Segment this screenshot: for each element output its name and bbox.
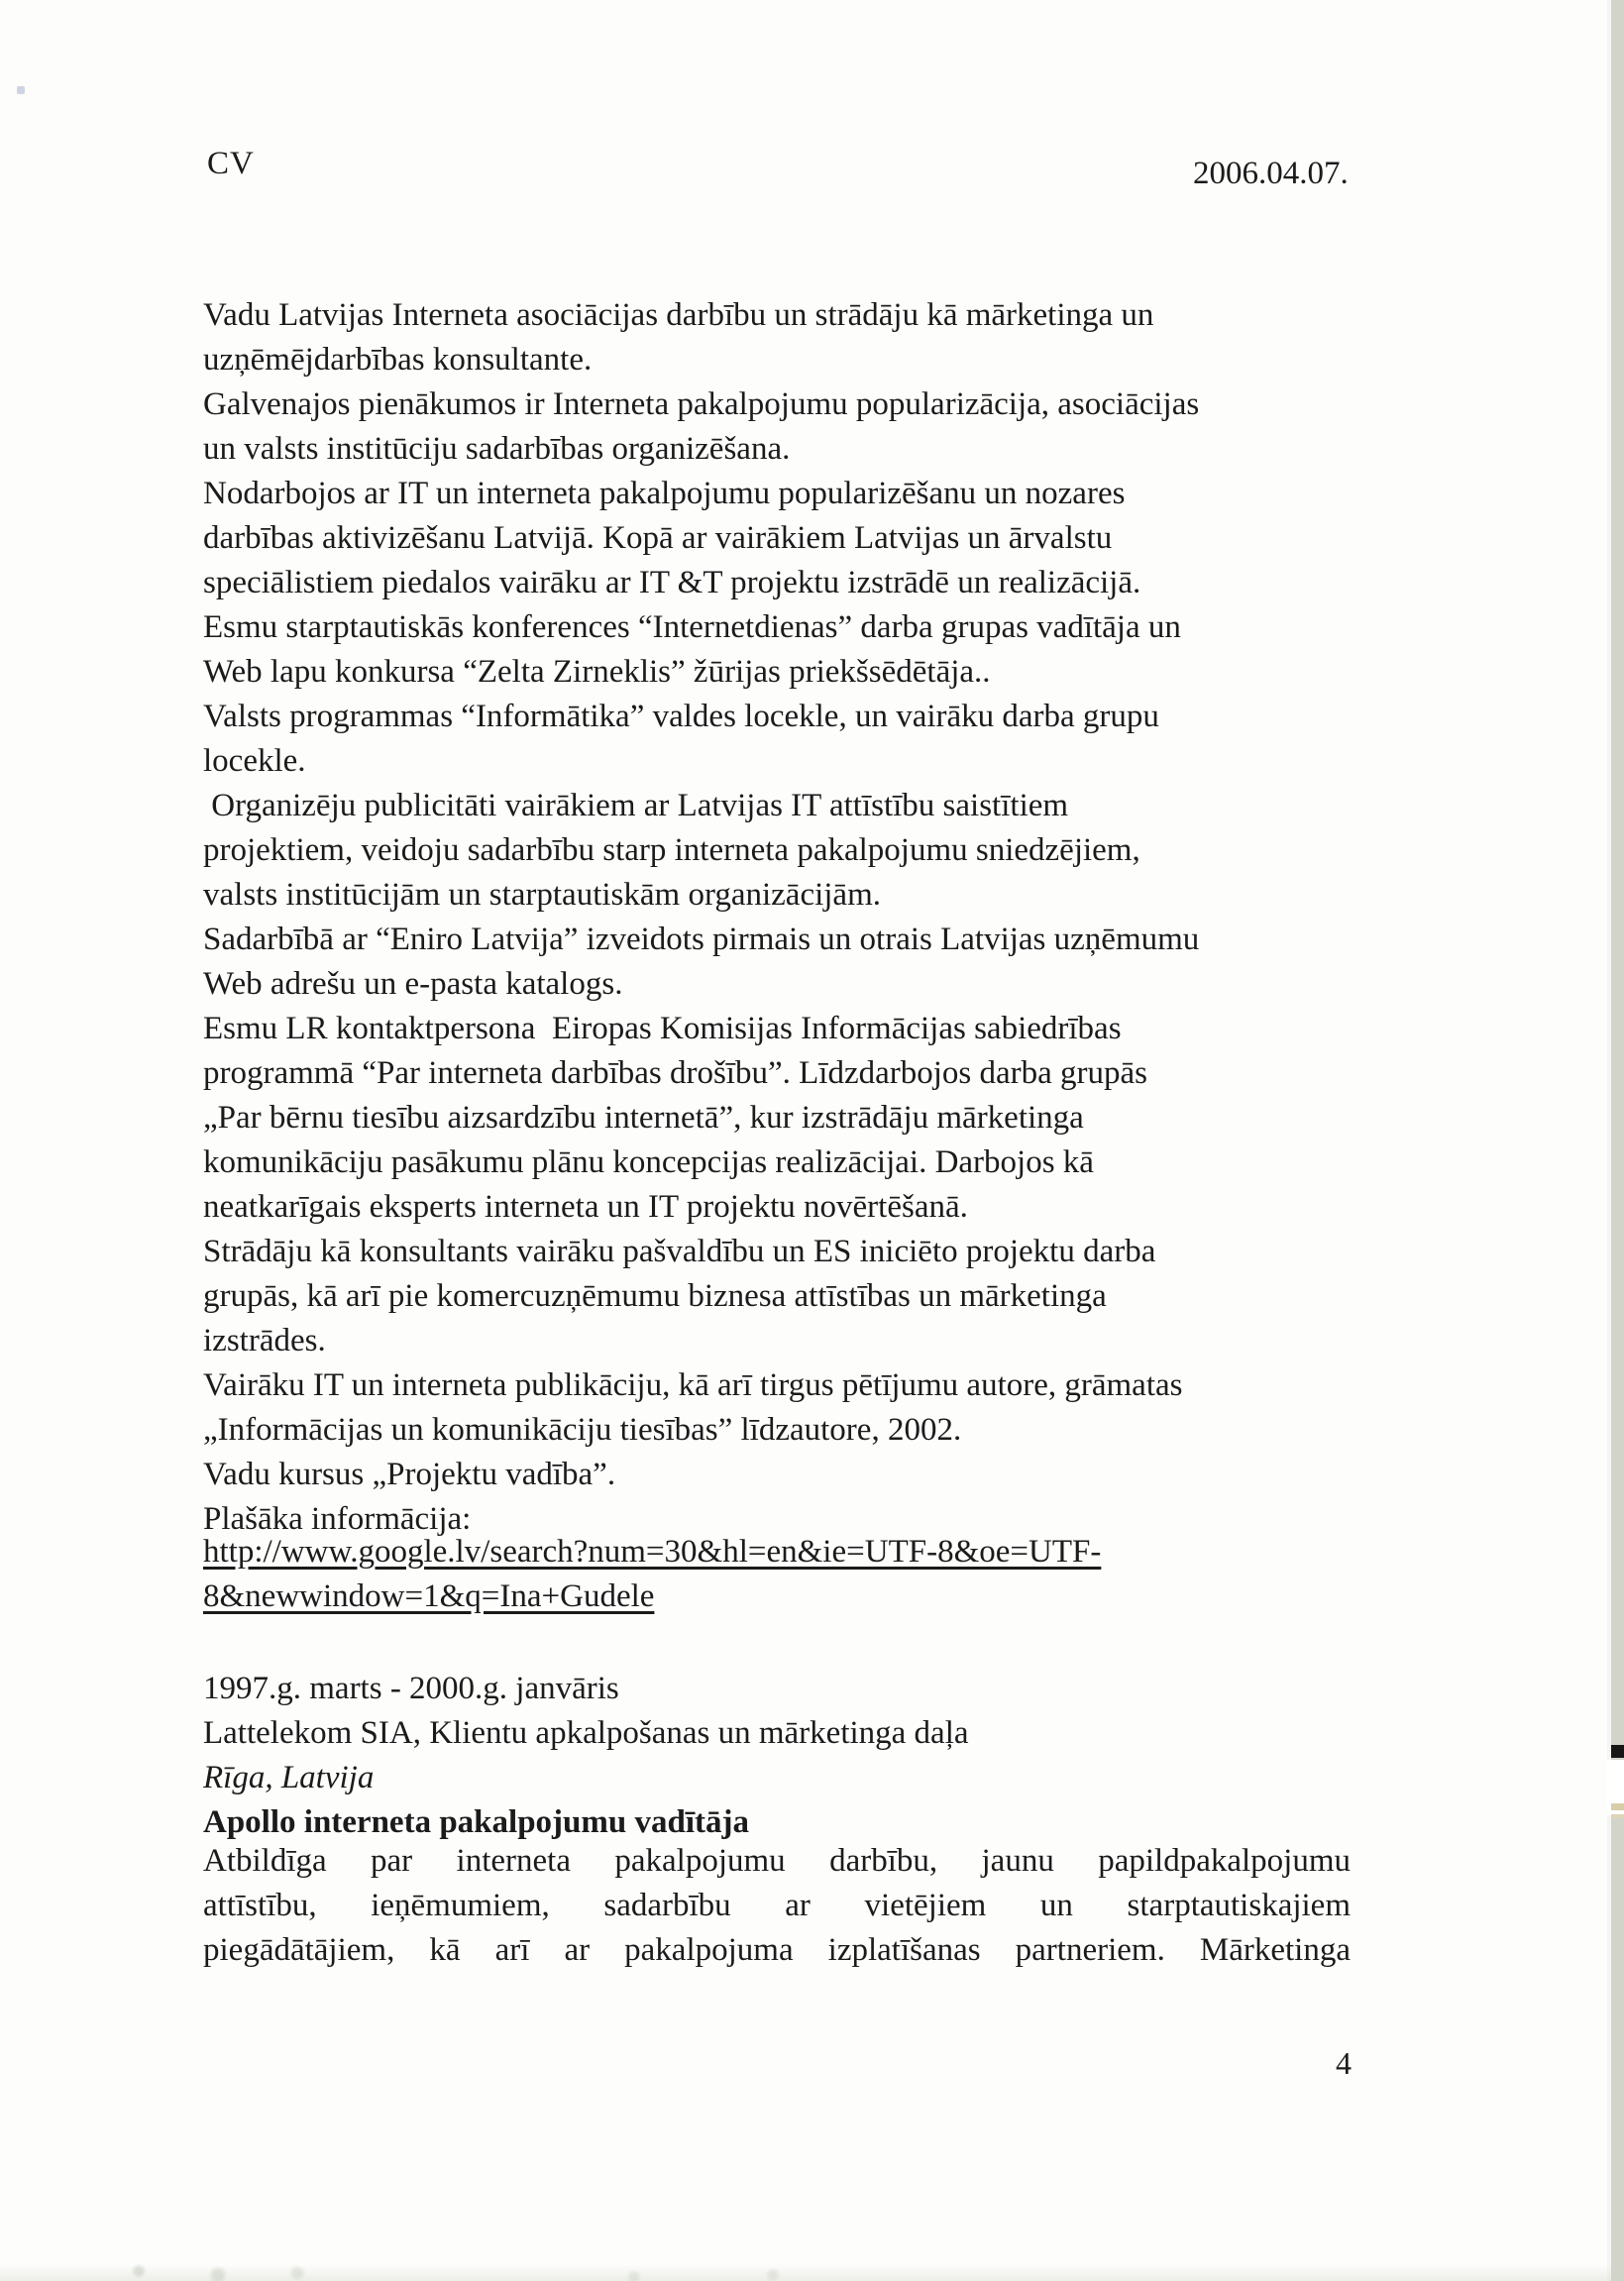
- job-section: [203, 1667, 1422, 1845]
- text-line: Atbildīga par interneta pakalpojumu darbību, jaunu papildpakalpojumu: [203, 1843, 1351, 1879]
- document-date: 2006.04.07.: [1193, 156, 1349, 191]
- text-line: locekle.: [203, 743, 306, 779]
- text-line: un valsts institūciju sadarbības organizēšana.: [203, 431, 791, 467]
- text-line: Vadu kursus „Projektu vadība”.: [203, 1457, 616, 1492]
- more-info-link[interactable]: [203, 1530, 1101, 1619]
- text-line: Esmu LR kontaktpersona Eiropas Komisijas Informācijas sabiedrības: [203, 1011, 1122, 1046]
- text-line: neatkarīgais eksperts interneta un IT projektu novērtēšanā.: [203, 1189, 968, 1225]
- text-line: grupās, kā arī pie komercuzņēmumu biznesa attīstības un mārketinga: [203, 1278, 1107, 1314]
- text-line: „Par bērnu tiesību aizsardzību internetā”, kur izstrādāju mārketinga: [203, 1100, 1084, 1136]
- job-location: Rīga, Latvija: [203, 1760, 375, 1795]
- text-line: Vadu Latvijas Interneta asociācijas darbību un strādāju kā mārketinga un: [203, 297, 1154, 333]
- text-line: izstrādes.: [203, 1323, 326, 1358]
- text-line: Vairāku IT un interneta publikāciju, kā arī tirgus pētījumu autore, grāmatas: [203, 1367, 1183, 1403]
- page-number: 4: [1336, 2045, 1352, 2081]
- text-line: Valsts programmas “Informātika” valdes locekle, un vairāku darba grupu: [203, 699, 1159, 734]
- text-line: Nodarbojos ar IT un interneta pakalpojumu popularizēšanu un nozares: [203, 476, 1126, 511]
- document-type-label: CV: [207, 146, 255, 181]
- text-line: Web adrešu un e-pasta katalogs.: [203, 966, 623, 1002]
- job-company: Lattelekom SIA, Klientu apkalpošanas un mārketinga daļa: [203, 1715, 969, 1751]
- scanner-edge-band: [1611, 0, 1624, 2281]
- scan-artifact-dark-mark: [1611, 1745, 1624, 1758]
- text-line: darbības aktivizēšanu Latvijā. Kopā ar vairākiem Latvijas un ārvalstu: [203, 520, 1113, 556]
- link-line[interactable]: http://www.google.lv/search?num=30&hl=en&ie=UTF-8&oe=UTF-: [203, 1534, 1102, 1570]
- text-line: Plašāka informācija:: [203, 1501, 472, 1537]
- text-line: „Informācijas un komunikāciju tiesības” līdzautore, 2002.: [203, 1412, 962, 1448]
- scan-noise-bottom: [0, 2255, 1624, 2281]
- text-line: Esmu starptautiskās konferences “Internetdienas” darba grupas vadītāja un: [203, 609, 1181, 645]
- text-line: Strādāju kā konsultants vairāku pašvaldību un ES iniciēto projektu darba: [203, 1234, 1156, 1269]
- text-line: uzņēmējdarbības konsultante.: [203, 342, 593, 378]
- scan-artifact-tape-mark-2: [1611, 1814, 1624, 1818]
- text-line: programmā “Par interneta darbības drošību”. Līdzdarbojos darba grupās: [203, 1055, 1148, 1091]
- text-line: attīstību, ieņēmumiem, sadarbību ar vietējiem un starptautiskajiem: [203, 1888, 1351, 1923]
- scan-speck: [17, 86, 25, 94]
- text-line: projektiem, veidoju sadarbību starp interneta pakalpojumu sniedzējiem,: [203, 832, 1140, 868]
- text-line: valsts institūcijām un starptautiskām organizācijām.: [203, 877, 881, 913]
- text-line: Organizēju publicitāti vairākiem ar Latvijas IT attīstību saistītiem: [203, 788, 1069, 823]
- job-title: Apollo interneta pakalpojumu vadītāja: [203, 1804, 749, 1840]
- text-line: speciālistiem piedalos vairāku ar IT &T projektu izstrādē un realizācijā.: [203, 565, 1141, 600]
- job-description: [203, 1839, 1351, 1973]
- text-line: Web lapu konkursa “Zelta Zirneklis” žūrijas priekšsēdētāja..: [203, 654, 991, 690]
- text-line: komunikāciju pasākumu plānu koncepcijas realizācijai. Darbojos kā: [203, 1144, 1094, 1180]
- text-line: piegādātājiem, kā arī ar pakalpojuma izplatīšanas partneriem. Mārketinga: [203, 1932, 1351, 1968]
- link-line[interactable]: 8&newwindow=1&q=Ina+Gudele: [203, 1578, 655, 1614]
- cv-summary-paragraphs: [203, 293, 1422, 1542]
- text-line: Sadarbībā ar “Eniro Latvija” izveidots pirmais un otrais Latvijas uzņēmumu: [203, 922, 1200, 957]
- scan-artifact-tape-mark-1: [1611, 1803, 1624, 1810]
- job-period: 1997.g. marts - 2000.g. janvāris: [203, 1671, 619, 1706]
- text-line: Galvenajos pienākumos ir Interneta pakalpojumu popularizācija, asociācijas: [203, 386, 1200, 422]
